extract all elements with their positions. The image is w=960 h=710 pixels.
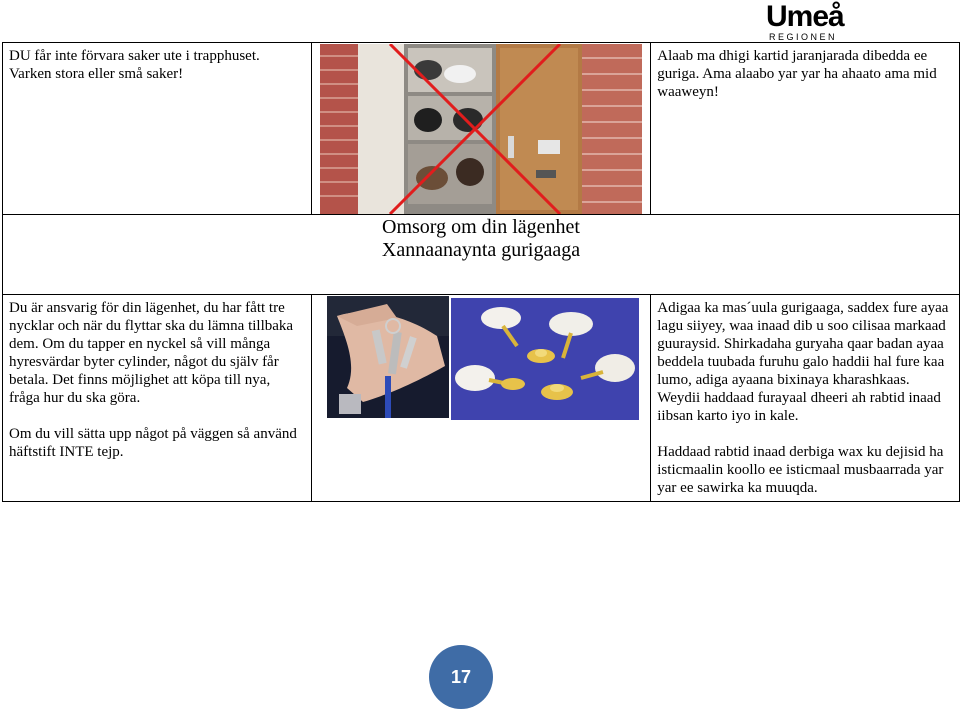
thumbtacks-photo: [451, 298, 639, 420]
shoe-shelf-crossed-photo: [320, 44, 642, 214]
keys-paragraph-somali: Adigaa ka mas´uula gurigaaga, saddex fure ayaa lagu siiyey, waa inaad dib u soo cilisaa markaad guuraysid. Shirkadaha guryaha qaar badan ayaa beddela tuubada furuhu galo haddii hal fure kaa lumo, adiga ayaana bixinaya kharashkaas. Weydii haddaad furayaal dheeri ah rabtid inaad iibsan karto iyo in kale.: [657, 300, 949, 424]
row2-right-cell: [651, 295, 960, 502]
hand-with-keys-photo: [327, 296, 449, 418]
row2-left-cell: [3, 295, 312, 502]
logo-word: Umeå: [766, 0, 844, 33]
shelf-rule-somali: Alaab ma dhigi kartid jaranjarada dibedda ee guriga. Ama alaabo yar yar ha ahaato ama mid waaweyn!: [657, 48, 937, 100]
pins-paragraph-swedish: Om du vill sätta upp något på väggen så använd häftstift INTE tejp.: [9, 426, 297, 460]
apartment-text-somali: [651, 295, 959, 501]
umea-regionen-logo: [766, 2, 856, 42]
logo-subtitle: REGIONEN: [769, 32, 838, 42]
apartment-text-swedish: [3, 295, 311, 465]
keys-paragraph-swedish: Du är ansvarig för din lägenhet, du har fått tre nycklar och när du flyttar ska du lämna tillbaka dem. Om du tapper en nyckel så vill många hyresvärdar byter cylinder, något du själv får betala. Det finns möjlighet att köpa till nya, fråga hur du ska göra.: [9, 300, 294, 406]
title-somali: Xannaanaynta gurigaaga: [381, 239, 581, 261]
pins-paragraph-somali: Haddaad rabtid inaad derbiga wax ku dejisid ha isticmaalin koollo ee isticmaal musbaarrada yar yar ee sawirka ka muuqda.: [657, 444, 944, 496]
title-swedish: Omsorg om din lägenhet: [382, 216, 580, 238]
page-number-badge: 17: [429, 645, 493, 709]
shelf-rule-swedish: DU får inte förvara saker ute i trapphuset. Varken stora eller små saker!: [9, 48, 260, 82]
